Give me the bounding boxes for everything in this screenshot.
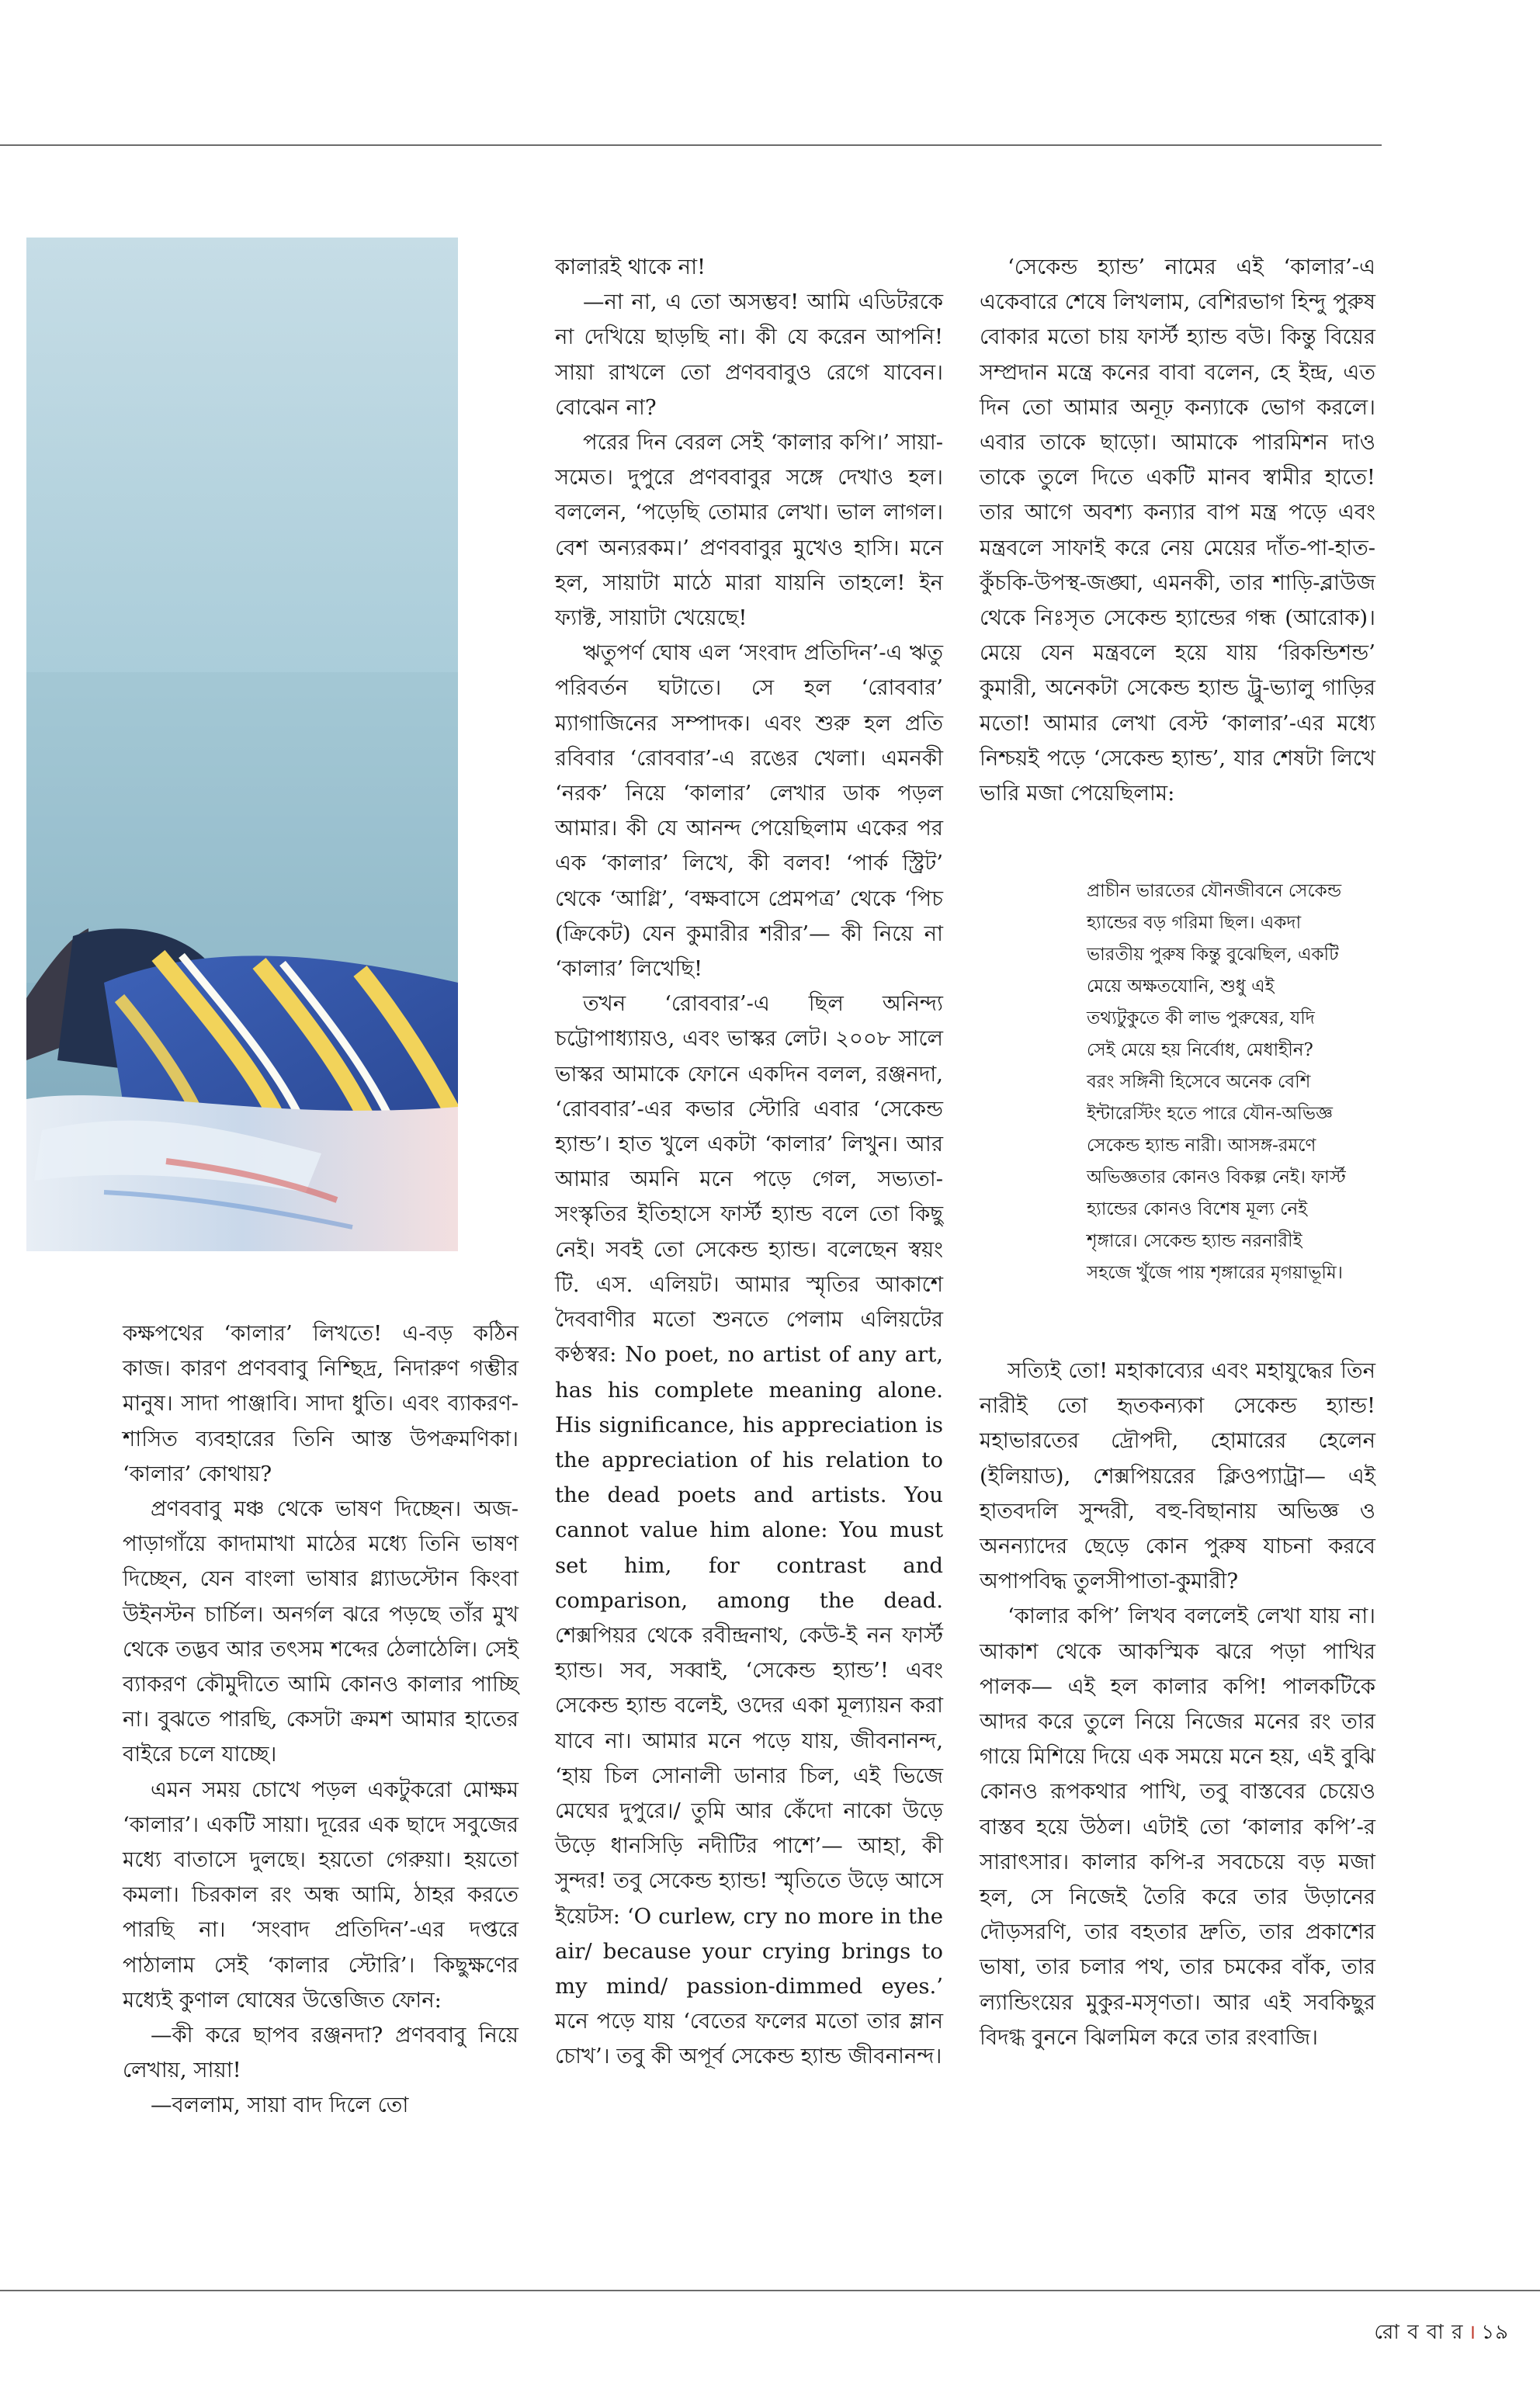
quote-line: প্রাচীন ভারতের যৌনজীবনে সেকেন্ড xyxy=(1087,881,1342,901)
cushion-photo xyxy=(26,238,458,1251)
quote-line: হ্যান্ডের কোনও বিশেষ মূল্য নেই xyxy=(1087,1199,1308,1219)
paragraph: ঋতুপর্ণ ঘোষ এল ‘সংবাদ প্রতিদিন’-এ ঋতু পরিবর্তন ঘটাতে। সে হল ‘রোববার’ ম্যাগাজিনের সম্পাদক। এবং শুরু হল প্রতি রবিবার ‘রোববার’-এ রঙের খেলা। এমনকী ‘নরক’ নিয়ে ‘কালার’ লেখার ডাক পড়ল আমার। কী যে আনন্দ পেয়েছিলাম একের পর এক ‘কালার’ লিখে, কী বলব! ‘পার্ক স্ট্রিট’ থেকে ‘আগ্লি’, ‘বক্ষবাসে প্রেমপত্র’ থেকে ‘পিচ (ক্রিকেট) যেন কুমারীর শরীর’— কী নিয়ে না ‘কালার’ লিখেছি! xyxy=(555,640,943,982)
quote-line: সহজে খুঁজে পায় শৃঙ্গারের মৃগয়াভূমি। xyxy=(1087,1263,1343,1283)
paragraph: কক্ষপথের ‘কালার’ লিখতে! এ-বড় কঠিন কাজ। কারণ প্রণববাবু নিশ্ছিদ্র, নিদারুণ গম্ভীর মানুষ। সাদা পাঞ্জাবি। সাদা ধুতি। এবং ব্যাকরণ-শাসিত ব্যবহারের তিনি আস্ত উপক্রমণিকা। ‘কালার’ কোথায়? xyxy=(123,1321,519,1486)
quote-line: সেকেন্ড হ্যান্ড নারী। আসঙ্গ-রমণে xyxy=(1087,1136,1316,1156)
paragraph: সত্যিই তো! মহাকাব্যের এবং মহাযুদ্ধের তিন নারীই তো হৃতকন্যকা সেকেন্ড হ্যান্ড! মহাভারতের দ্রৌপদী, হোমারের হেলেন (ইলিয়াড), শেক্সপিয়রের ক্লিওপ্যাট্রা— এই হাতবদলি সুন্দরী, বহু-বিছানায় অভিজ্ঞ ও অনন্যাদের ছেড়ে কোন পুরুষ যাচনা করবে অপাপবিদ্ধ তুলসীপাতা-কুমারী? xyxy=(980,1358,1375,1594)
page-number: ১৯ xyxy=(1481,2321,1509,2344)
paragraph: ‘কালার কপি’ লিখব বললেই লেখা যায় না। আকাশ থেকে আকস্মিক ঝরে পড়া পাখির পালক— এই হল কালার কপি! পালকটিকে আদর করে তুলে নিয়ে নিজের মনের রং তার গায়ে মিশিয়ে দিয়ে এক সময়ে মনে হয়, এই বুঝি কোনও রূপকথার পাখি, তবু বাস্তবের চেয়েও বাস্তব হয়ে উঠল। এটাই তো ‘কালার কপি’-র সারাৎসার। কালার কপি-র সবচেয়ে বড় মজা হল, সে নিজেই তৈরি করে তার উড়ানের দৌড়সরণি, তার বহতার দ্রুতি, তার প্রকাশের ভাষা, তার চলার পথ, তার চমকের বাঁক, তার ল্যান্ডিংয়ের মুকুর-মসৃণতা। আর এই সবকিছুর বিদগ্ধ বুননে ঝিলমিল করে তার রংবাজি। xyxy=(980,1604,1375,2050)
paragraph: ‘সেকেন্ড হ্যান্ড’ নামের এই ‘কালার’-এ একেবারে শেষে লিখলাম, বেশিরভাগ হিন্দু পুরুষ বোকার মতো চায় ফার্স্ট হ্যান্ড বউ। কিন্তু বিয়ের সম্প্রদান মন্ত্রে কনের বাবা বলেন, হে ইন্দ্র, এত দিন তো আমার অনূঢ় কন্যাকে ভোগ করলে। এবার তাকে ছাড়ো। আমাকে পারমিশন দাও তাকে তুলে দিতে একটি মানব স্বামীর হাতে! তার আগে অবশ্য কন্যার বাপ মন্ত্র পড়ে এবং মন্ত্রবলে সাফাই করে নেয় মেয়ের দাঁত-পা-হাত-কুঁচকি-উপস্থ-জঙ্ঘা, এমনকী, তার শাড়ি-ব্লাউজ থেকে নিঃসৃত সেকেন্ড হ্যান্ডের গন্ধ (আরোক)। মেয়ে যেন মন্ত্রবলে হয়ে যায় ‘রিকন্ডিশন্ড’ কুমারী, অনেকটা সেকেন্ড হ্যান্ড ট্রু-ভ্যালু গাড়ির মতো! আমার লেখা বেস্ট ‘কালার’-এর মধ্যে নিশ্চয়ই পড়ে ‘সেকেন্ড হ্যান্ড’, যার শেষটা লিখে ভারি মজা পেয়েছিলাম: xyxy=(980,255,1375,806)
column-2 xyxy=(555,250,943,2075)
paragraph: —না না, এ তো অসম্ভব! আমি এডিটরকে না দেখিয়ে ছাড়ছি না। কী যে করেন আপনি! সায়া রাখলে তো প্রণববাবুও রেগে যাবেন। বোঝেন না? xyxy=(555,290,943,420)
paragraph: কালারই থাকে না! xyxy=(555,255,706,279)
quote-line: ভারতীয় পুরুষ কিন্তু বুঝেছিল, একটি xyxy=(1087,945,1339,965)
bottom-rule xyxy=(0,2290,1540,2291)
paragraph: প্রণববাবু মঞ্চ থেকে ভাষণ দিচ্ছেন। অজ-পাড়াগাঁয়ে কাদামাখা মাঠের মধ্যে তিনি ভাষণ দিচ্ছেন, যেন বাংলা ভাষার গ্ল্যাডস্টোন কিংবা উইনস্টন চার্চিল। অনর্গল ঝরে পড়ছে তাঁর মুখ থেকে তদ্ভব আর তৎসম শব্দের ঠেলাঠেলি। সেই ব্যাকরণ কৌমুদীতে আমি কোনও কালার পাচ্ছি না। বুঝতে পারছি, কেসটা ক্রমশ আমার হাতের বাইরে চলে যাচ্ছে। xyxy=(123,1496,519,1767)
paragraph: —কী করে ছাপব রঞ্জনদা? প্রণববাবু নিয়ে লেখায়, সায়া! xyxy=(123,2023,519,2083)
quote-line: হ্যান্ডের বড় গরিমা ছিল। একদা xyxy=(1087,913,1302,933)
magazine-name: রো ব বা র xyxy=(1374,2321,1464,2344)
quote-line: শৃঙ্গারে। সেকেন্ড হ্যান্ড নরনারীই xyxy=(1087,1231,1302,1251)
paragraph: এমন সময় চোখে পড়ল একটুকরো মোক্ষম ‘কালার’। একটি সায়া। দূরের এক ছাদে সবুজের মধ্যে বাতাসে দুলছে। হয়তো গেরুয়া। হয়তো কমলা। চিরকাল রং অন্ধ আমি, ঠাহর করতে পারছি না। ‘সংবাদ প্রতিদিন’-এর দপ্তরে পাঠালাম সেই ‘কালার স্টোরি’। কিছুক্ষণের মধ্যেই কুণাল ঘোষের উত্তেজিত ফোন: xyxy=(123,1777,519,2013)
quote-line: বরং সঙ্গিনী হিসেবে অনেক বেশি xyxy=(1087,1072,1311,1092)
column-3-bottom xyxy=(980,1354,1375,2055)
column-1 xyxy=(123,1316,519,2124)
column-3-top xyxy=(980,250,1375,811)
photo-art xyxy=(26,238,458,1251)
pull-quote xyxy=(1087,876,1438,1289)
quote-line: মেয়ে অক্ষতযোনি, শুধু এই xyxy=(1087,976,1275,997)
quote-line: ইন্টারেস্টিং হতে পারে যৌন-অভিজ্ঞ xyxy=(1087,1104,1333,1124)
footer-separator: । xyxy=(1468,2321,1477,2344)
top-rule xyxy=(0,144,1382,146)
quote-line: সেই মেয়ে হয় নির্বোধ, মেধাহীন? xyxy=(1087,1040,1313,1060)
page-footer xyxy=(1374,2316,1509,2350)
paragraph: পরের দিন বেরল সেই ‘কালার কপি।’ সায়া-সমেত। দুপুরে প্রণববাবুর সঙ্গে দেখাও হল। বললেন, ‘পড়েছি তোমার লেখা। ভাল লাগল। বেশ অন্যরকম।’ প্রণববাবুর মুখেও হাসি। মনে হল, সায়াটা মাঠে মারা যায়নি তাহলে! ইন ফ্যাক্ট, সায়াটা খেয়েছে! xyxy=(555,430,943,631)
quote-line: তথ্যটুকুতে কী লাভ পুরুষের, যদি xyxy=(1087,1008,1315,1028)
paragraph: তখন ‘রোববার’-এ ছিল অনিন্দ্য চট্টোপাধ্যায়ও, এবং ভাস্কর লেট। ২০০৮ সালে ভাস্কর আমাকে ফোনে একদিন বলল, রঞ্জনদা, ‘রোববার’-এর কভার স্টোরি এবার ‘সেকেন্ড হ্যান্ড’। হাত খুলে একটা ‘কালার’ লিখুন। আর আমার অমনি মনে পড়ে গেল, সভ্যতা-সংস্কৃতির ইতিহাসে ফার্স্ট হ্যান্ড বলে তো কিছু নেই। সবই তো সেকেন্ড হ্যান্ড। বলেছেন স্বয়ং টি. এস. এলিয়ট। আমার স্মৃতির আকাশে দৈববাণীর মতো শুনতে পেলাম এলিয়টের কণ্ঠস্বর: No poet, no artist of any art, has his complete meaning alone. His significance, his appreciation is the appreciation of his relation to the dead poets and artists. You cannot value him alone: You must set him, for contrast and comparison, among the dead. শেক্সপিয়র থেকে রবীন্দ্রনাথ, কেউ-ই নন ফার্স্ট হ্যান্ড। সব, সব্বাই, ‘সেকেন্ড হ্যান্ড’! এবং সেকেন্ড হ্যান্ড বলেই, ওদের একা মূল্যায়ন করা যাবে না। আমার মনে পড়ে যায়, জীবনানন্দ, ‘হায় চিল সোনালী ডানার চিল, এই ভিজে মেঘের দুপুরে।/ তুমি আর কেঁদো নাকো উড়ে উড়ে ধানসিড়ি নদীটির পাশে’— আহা, কী সুন্দর! তবু সেকেন্ড হ্যান্ড! স্মৃতিতে উড়ে আসে ইয়েটস: ‘O curlew, cry no more in the air/ because your crying brings to my mind/ passion-dimmed eyes.’ মনে পড়ে যায় ‘বেতের ফলের মতো তার ম্লান চোখ’। তবু কী অপূর্ব সেকেন্ড হ্যান্ড জীবনানন্দ। xyxy=(555,991,943,2069)
paragraph: —বললাম, সায়া বাদ দিলে তো xyxy=(151,2093,409,2118)
quote-line: অভিজ্ঞতার কোনও বিকল্প নেই। ফার্স্ট xyxy=(1087,1167,1346,1188)
